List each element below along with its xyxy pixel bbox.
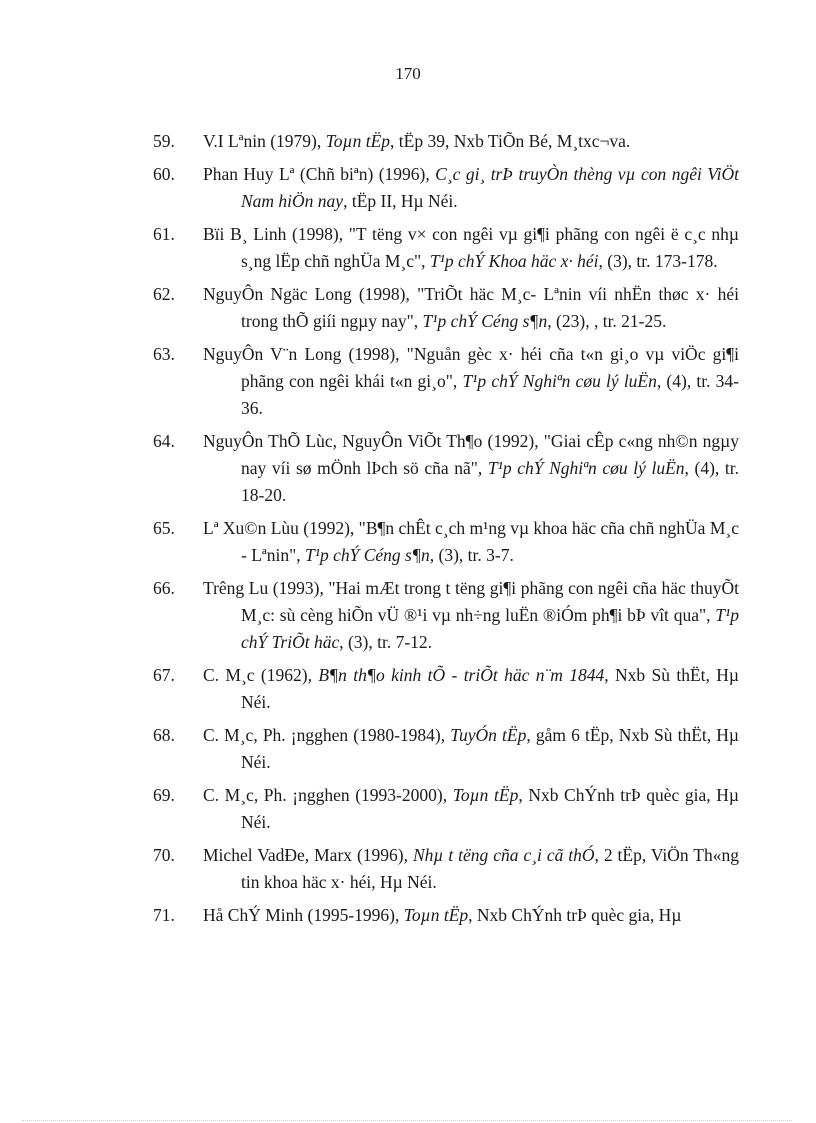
reference-text: V.I Lªnin (1979), — [203, 131, 326, 151]
reference-item — [0, 281, 816, 335]
reference-item — [0, 575, 816, 656]
reference-text: NguyÔn ThÕ Lùc, NguyÔn ViÕt Th¶o (1992), "Giai cÊp c«ng nh©n ngµy nay víi sø mÖnh lÞch sö cña nã", — [203, 431, 739, 478]
reference-details: , 2 tËp, ViÖn Th«ng tin khoa häc x· héi, Hµ Néi. — [241, 845, 739, 892]
reference-number: 64. — [153, 431, 175, 451]
reference-details: , (23), , tr. 21-25. — [547, 311, 667, 331]
reference-number: 68. — [153, 725, 175, 745]
reference-number: 69. — [153, 785, 175, 805]
reference-number: 70. — [153, 845, 175, 865]
reference-item — [0, 428, 816, 509]
reference-number: 67. — [153, 665, 175, 685]
reference-number: 71. — [153, 905, 175, 925]
reference-text: NguyÔn V¨n Long (1998), "Nguån gèc x· héi cña t«n gi¸o vµ viÖc gi¶i phãng con ngêi khái t«n gi¸o", — [203, 344, 739, 391]
reference-details: , (4), tr. 34-36. — [241, 371, 739, 418]
reference-list — [0, 128, 816, 935]
reference-item — [0, 341, 816, 422]
reference-title: T¹p chÝ Nghiªn cøu lý luËn — [462, 371, 657, 391]
reference-details: , (3), tr. 173-178. — [598, 251, 718, 271]
reference-title: Toµn tËp — [325, 131, 391, 151]
reference-title: T¹p chÝ TriÕt häc — [241, 605, 739, 652]
reference-item — [0, 221, 816, 275]
reference-item — [0, 128, 816, 155]
page-bottom-divider — [22, 1120, 792, 1121]
reference-number: 62. — [153, 284, 175, 304]
reference-text: Bïi B¸ Linh (1998), "T tëng v× con ngêi vµ gi¶i phãng con ngêi ë c¸c nhµ s¸ng lËp chñ nghÜa M¸c", — [203, 224, 739, 271]
reference-item — [0, 722, 816, 776]
reference-details: , (3), tr. 3-7. — [429, 545, 514, 565]
reference-item — [0, 161, 816, 215]
reference-text: Phan Huy Lª (Chñ biªn) (1996), — [203, 164, 436, 184]
reference-title: T¹p chÝ Céng s¶n — [422, 311, 548, 331]
reference-title: B¶n th¶o kinh tÕ - triÕt häc n¨m 1844 — [318, 665, 605, 685]
reference-number: 65. — [153, 518, 175, 538]
reference-details: , (4), tr. 18-20. — [241, 458, 739, 505]
reference-text: Lª Xu©n Lùu (1992), "B¶n chÊt c¸ch m¹ng vµ khoa häc cña chñ nghÜa M¸c - Lªnin", — [203, 518, 739, 565]
reference-item — [0, 662, 816, 716]
reference-number: 60. — [153, 164, 175, 184]
reference-details: , gåm 6 tËp, Nxb Sù thËt, Hµ Néi. — [241, 725, 740, 772]
reference-text: C. M¸c (1962), — [203, 665, 319, 685]
reference-title: Nhµ t tëng cña c¸i cã thÓ — [412, 845, 595, 865]
reference-number: 66. — [153, 578, 175, 598]
reference-details: Nxb ChÝnh trÞ quèc gia, Hµ — [472, 905, 682, 925]
reference-item — [0, 842, 816, 896]
reference-details: , Nxb Sù thËt, Hµ Néi. — [241, 665, 739, 712]
reference-text: Hå ChÝ Minh (1995-1996), — [203, 905, 404, 925]
reference-number: 61. — [153, 224, 175, 244]
reference-text: NguyÔn Ngäc Long (1998), "TriÕt häc M¸c- Lªnin víi nhËn thøc x· héi trong thÕ giíi ngµy nay", — [203, 284, 739, 331]
reference-text: Michel VadÐe, Marx (1996), — [203, 845, 413, 865]
reference-title: T¹p chÝ Nghiªn cøu lý luËn — [487, 458, 685, 478]
reference-text: C. M¸c, Ph. ¡ngghen (1980-1984), — [203, 725, 451, 745]
page-number: 170 — [395, 64, 421, 83]
reference-item — [0, 782, 816, 836]
reference-text: C. M¸c, Ph. ¡ngghen (1993-2000), — [203, 785, 453, 805]
reference-title: TuyÓn tËp — [450, 725, 527, 745]
reference-item — [0, 902, 816, 929]
reference-title: T¹p chÝ Céng s¶n — [304, 545, 430, 565]
reference-title: T¹p chÝ Khoa häc x· héi — [429, 251, 599, 271]
reference-number: 63. — [153, 344, 175, 364]
reference-number: 59. — [153, 131, 175, 151]
reference-title: Toµn tËp — [452, 785, 519, 805]
reference-details: , tËp 39, Nxb TiÕn Bé, M¸txc¬va. — [390, 131, 631, 151]
reference-item — [0, 515, 816, 569]
reference-details: , tËp II, Hµ Néi. — [343, 191, 458, 211]
reference-title: C¸c gi¸ trÞ truyÒn thèng vµ con ngêi ViÖt Nam hiÖn nay — [241, 164, 739, 211]
reference-title: Toµn tËp, — [403, 905, 473, 925]
reference-details: , Nxb ChÝnh trÞ quèc gia, Hµ Néi. — [241, 785, 739, 832]
reference-details: , (3), tr. 7-12. — [339, 632, 433, 652]
reference-text: Trêng Lu (1993), "Hai mÆt trong t tëng gi¶i phãng con ngêi cña häc thuyÕt M¸c: sù cèng hiÕn vÜ ®¹i vµ nh÷ng luËn ®iÓm ph¶i bÞ vît qua", — [203, 578, 739, 625]
